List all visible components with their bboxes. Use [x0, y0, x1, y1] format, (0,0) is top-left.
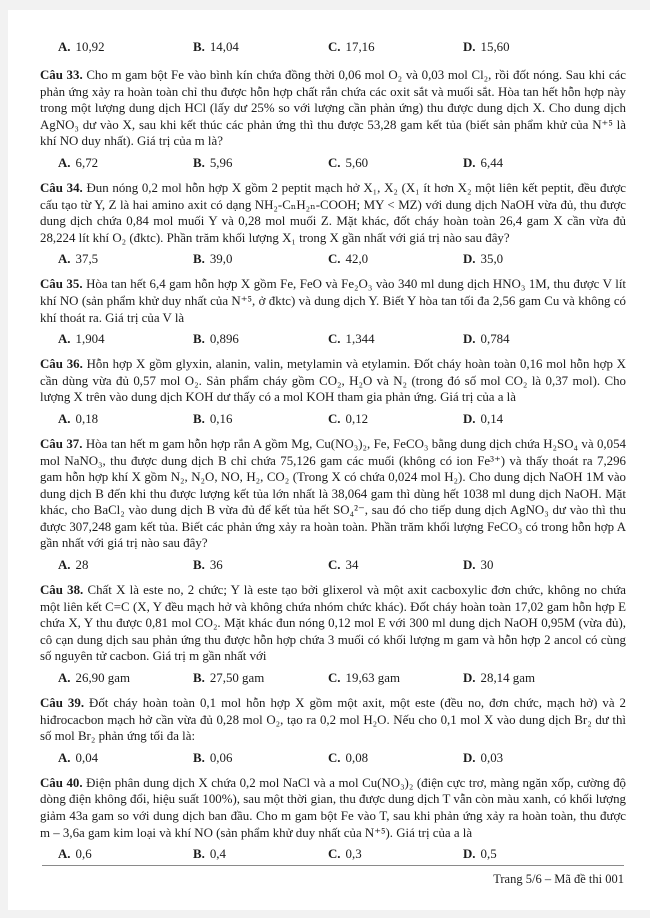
answer-row: [58, 750, 626, 766]
answer-option-a: [58, 331, 193, 347]
question-body: Hòa tan hết m gam hỗn hợp rắn A gồm Mg, Cu(NO₃)₂, Fe, FeCO₃ bằng dung dịch chứa H₂SO₄ và 0,054 mol NaNO₃, thu được dung dịch B chỉ chứa 75,126 gam các muối (không có ion Fe³⁺) và thấy thoát ra 7,296 gam hỗn hợp khí X gồm N₂, N₂O, NO, H₂, CO₂ (Trong X có chứa 0,024 mol H₂). Cho dung dịch NaOH 1M vào dung dịch B đến khi thu được lượng kết tủa lớn nhất là 38,064 gam thì dùng hết 1038 ml dung dịch NaOH. Mặt khác, cho BaCl₂ vào dung dịch B vừa đủ để kết tủa hết SO₄²⁻, sau đó cho tiếp dung dịch AgNO₃ dư vào thì thu được 307,248 gam kết tủa. Biết các phản ứng xảy ra hoàn toàn. Phần trăm khối lượng FeCO₃ có trong hỗn hợp A gần nhất với giá trị nào sau đây?: [40, 436, 626, 551]
answer-letter: A.: [58, 411, 71, 426]
answer-letter: B.: [193, 847, 205, 862]
question-label: Câu 38.: [40, 583, 84, 598]
question-38: [40, 582, 626, 686]
question-label: Câu 37.: [40, 436, 83, 451]
answer-value: 28: [75, 558, 89, 573]
answer-value: 34: [345, 558, 359, 573]
question-body: Cho m gam bột Fe vào bình kín chứa đồng thời 0,06 mol O₂ và 0,03 mol Cl₂, rồi đốt nóng. Sau khi các phản ứng xảy ra hoàn toàn chỉ thu được hỗn hợp chất rắn chứa các oxit sắt và muối sắt. Hòa tan hết hỗn hợp này trong một lượng dung dịch HCl (lấy dư 25% so với lượng cần phản ứng) thu được dung dịch X. Cho dung dịch AgNO₃ dư vào X, sau khi kết thúc các phản ứng thì thu được 53,28 gam kết tủa (biết sản phẩm khử của N⁺⁵ là khí NO duy nhất). Giá trị của m là?: [40, 68, 626, 149]
answer-value: 14,04: [209, 40, 239, 54]
answer-letter: B.: [193, 252, 205, 267]
answer-option-c: [328, 750, 463, 766]
question-36: [40, 356, 626, 427]
answer-value: 0,784: [480, 332, 510, 347]
answer-letter: B.: [193, 411, 205, 426]
answer-value: 0,896: [209, 332, 239, 347]
answer-option-d: [463, 846, 497, 862]
answer-letter: A.: [58, 847, 71, 862]
answer-letter: D.: [463, 847, 476, 862]
answer-value: 0,06: [209, 750, 233, 765]
answer-letter: D.: [463, 332, 476, 347]
answer-letter: C.: [328, 252, 341, 267]
answer-option-a: [58, 251, 193, 267]
answer-option-c: [328, 155, 463, 171]
question-text: [40, 180, 626, 246]
answer-option-a: [58, 670, 193, 686]
answer-row: [58, 846, 626, 862]
answer-value: 30: [480, 558, 494, 573]
answer-option-c: [328, 670, 463, 686]
answer-row: [58, 557, 626, 573]
answer-option-d: [463, 411, 503, 427]
answer-letter: A.: [58, 671, 71, 686]
answer-option-c: [328, 251, 463, 267]
answer-row: [58, 155, 626, 171]
answer-option-c: [328, 846, 463, 862]
answer-value: 5,96: [209, 155, 233, 170]
question-37: [40, 436, 626, 573]
question-body: Điện phân dung dịch X chứa 0,2 mol NaCl và a mol Cu(NO₃)₂ (điện cực trơ, màng ngăn xốp, cường độ dòng điện không đổi, hiệu suất 100%), sau một thời gian, thu được dung dịch T vẫn còn màu xanh, có khối lượng giảm 43a gam so với dung dịch ban đầu. Cho m gam bột Fe vào T, sau khi phản ứng xảy ra hoàn toàn, thu được m – 3,6a gam kim loại và khí NO (sản phẩm khử duy nhất của N⁺⁵). Giá trị của a là: [40, 775, 627, 840]
answer-row: [58, 411, 626, 427]
answer-value: 0,12: [345, 411, 369, 426]
answer-letter: B.: [193, 332, 205, 347]
answer-value: 10,92: [75, 40, 105, 54]
answer-letter: D.: [463, 252, 476, 267]
question-label: Câu 34.: [40, 180, 83, 195]
question-body: Chất X là este no, 2 chức; Y là este tạo bởi glixerol và một axit cacboxylic đơn chức, không no chứa một liên kết C=C (X, Y đều mạch hở và không chứa nhóm chức khác). Đốt cháy hoàn toàn 17,02 gam hỗn hợp E chứa X, Y thu được 0,81 mol CO₂. Mặt khác đun nóng 0,12 mol E với 300 ml dung dịch NaOH 0,95M (vừa đủ), cô cạn dung dịch sau phản ứng thu được hỗn hợp chứa 3 muối có khối lượng m gam và hỗn hợp 2 ancol có cùng số nguyên tử cacbon. Giá trị m gần nhất với: [40, 583, 626, 664]
question-body: Đốt cháy hoàn toàn 0,1 mol hỗn hợp X gồm một axit, một este (đều no, đơn chức, mạch hở) và 2 hiđrocacbon mạch hở cần vừa đủ 0,28 mol O₂, tạo ra 0,2 mol H₂O. Nếu cho 0,1 mol X vào dung dịch Br₂ dư thì số mol Br₂ phản ứng tối đa là:: [40, 696, 626, 744]
answer-letter: A.: [58, 40, 71, 54]
page-footer: Trang 5/6 – Mã đề thi 001: [493, 872, 624, 886]
answer-option-d: [463, 39, 510, 55]
answer-option-c: [328, 557, 463, 573]
answer-letter: C.: [328, 750, 341, 765]
answer-letter: A.: [58, 558, 71, 573]
answer-option-b: [193, 251, 328, 267]
question-33: [40, 67, 626, 171]
question-label: Câu 36.: [40, 357, 83, 372]
answer-option-d: [463, 155, 503, 171]
answer-letter: C.: [328, 558, 341, 573]
answer-value: 27,50 gam: [209, 671, 265, 686]
answer-option-c: [328, 39, 463, 55]
answer-value: 1,344: [345, 332, 375, 347]
answer-option-a: [58, 750, 193, 766]
answer-letter: B.: [193, 40, 205, 54]
answer-option-b: [193, 670, 328, 686]
question-text: [40, 436, 626, 552]
question-35: [40, 276, 626, 347]
answer-option-b: [193, 557, 328, 573]
question-label: Câu 33.: [40, 68, 83, 82]
answer-value: 0,3: [345, 847, 362, 862]
answer-row: [58, 251, 626, 267]
answer-value: 26,90 gam: [75, 671, 130, 686]
question-label: Câu 40.: [40, 775, 83, 790]
question-34: [40, 180, 626, 267]
question-39: [40, 695, 626, 766]
answer-option-b: [193, 39, 328, 55]
answer-letter: A.: [58, 155, 71, 170]
document-page: [8, 10, 650, 910]
answer-letter: C.: [328, 155, 341, 170]
answer-value: 0,03: [480, 750, 504, 765]
question-body: Hòa tan hết 6,4 gam hỗn hợp X gồm Fe, FeO và Fe₂O₃ vào 340 ml dung dịch HNO₃ 1M, thu được V lít khí NO (sản phẩm khử duy nhất của N⁺⁵, ở đktc) và dung dịch Y. Biết Y hòa tan tối đa 2,56 gam Cu và không có khí thoát ra. Giá trị của V là: [40, 277, 626, 325]
question-40: [40, 775, 626, 862]
answer-letter: A.: [58, 332, 71, 347]
answer-letter: C.: [328, 411, 341, 426]
answer-row: [58, 331, 626, 347]
answer-option-d: [463, 670, 535, 686]
answer-value: 0,6: [75, 847, 92, 862]
answer-value: 0,14: [480, 411, 504, 426]
answer-value: 6,44: [480, 155, 504, 170]
answer-letter: D.: [463, 750, 476, 765]
answer-value: 5,60: [345, 155, 369, 170]
question-text: [40, 356, 626, 406]
question-text: [40, 582, 626, 665]
footer-divider: [42, 865, 624, 866]
answer-value: 0,04: [75, 750, 99, 765]
answer-option-d: [463, 750, 503, 766]
question-text: [40, 67, 626, 150]
answer-letter: D.: [463, 411, 476, 426]
answer-letter: A.: [58, 252, 71, 267]
answer-value: 0,16: [209, 411, 233, 426]
answer-value: 42,0: [345, 252, 369, 267]
answer-value: 1,904: [75, 332, 105, 347]
page-content: [40, 36, 627, 862]
answer-letter: B.: [193, 155, 205, 170]
answer-value: 15,60: [480, 40, 510, 54]
answer-option-a: [58, 411, 193, 427]
answer-option-c: [328, 411, 463, 427]
question-text: [40, 775, 626, 841]
answer-option-a: [58, 846, 193, 862]
answer-value: 0,4: [209, 847, 226, 862]
question-body: Đun nóng 0,2 mol hỗn hợp X gồm 2 peptit mạch hở X₁, X₂ (X₁ ít hơn X₂ một liên kết peptit, đều được cấu tạo từ Y, Z là hai amino axit có dạng NH₂-CₙH₂ₙ-COOH; MY < MZ) với dung dịch NaOH vừa đủ, thu được dung dịch chứa 0,84 mol muối Y và 0,28 mol muối Z. Mặt khác, đốt cháy hoàn toàn 26,4 gam X cần vừa đủ 28,224 lít khí O₂ (đktc). Phần trăm khối lượng X₁ trong X gần nhất với giá trị nào sau đây?: [40, 180, 626, 245]
answer-letter: C.: [328, 671, 341, 686]
answer-letter: C.: [328, 40, 341, 54]
answer-letter: D.: [463, 558, 476, 573]
answer-option-a: [58, 39, 193, 55]
answer-value: 6,72: [75, 155, 99, 170]
answer-value: 19,63 gam: [345, 671, 400, 686]
answer-option-d: [463, 251, 503, 267]
answer-option-c: [328, 331, 463, 347]
answer-option-b: [193, 846, 328, 862]
answer-value: 37,5: [75, 252, 99, 267]
question-label: Câu 39.: [40, 696, 85, 711]
answer-letter: C.: [328, 332, 341, 347]
answer-value: 39,0: [209, 252, 233, 267]
answer-option-d: [463, 331, 510, 347]
question-body: Hỗn hợp X gồm glyxin, alanin, valin, metylamin và etylamin. Đốt cháy hoàn toàn 0,16 mol hỗn hợp X cần dùng vừa đủ 0,57 mol O₂. Sản phẩm cháy gồm CO₂, H₂O và N₂ (trong đó số mol CO₂ là 0,37 mol). Cho lượng X trên vào dung dịch KOH dư thấy có a mol KOH tham gia phản ứng. Giá trị của a là: [40, 357, 626, 405]
answer-value: 17,16: [345, 40, 375, 54]
answer-option-a: [58, 557, 193, 573]
answer-letter: A.: [58, 750, 71, 765]
answer-letter: B.: [193, 750, 205, 765]
answer-value: 0,18: [75, 411, 99, 426]
answer-row: [58, 670, 626, 686]
answer-value: 28,14 gam: [480, 671, 535, 686]
answer-option-b: [193, 411, 328, 427]
answer-value: 0,08: [345, 750, 369, 765]
answer-option-d: [463, 557, 493, 573]
previous-question-answer-row: [58, 39, 626, 55]
answer-option-a: [58, 155, 193, 171]
answer-value: 0,5: [480, 847, 497, 862]
question-label: Câu 35.: [40, 277, 83, 292]
answer-letter: B.: [193, 558, 205, 573]
answer-option-b: [193, 155, 328, 171]
answer-value: 35,0: [480, 252, 504, 267]
question-text: [40, 695, 626, 745]
answer-letter: D.: [463, 671, 476, 686]
answer-letter: D.: [463, 155, 476, 170]
answer-letter: D.: [463, 40, 476, 54]
answer-letter: C.: [328, 847, 341, 862]
question-text: [40, 276, 626, 326]
answer-option-b: [193, 331, 328, 347]
answer-option-b: [193, 750, 328, 766]
answer-letter: B.: [193, 671, 205, 686]
answer-value: 36: [209, 558, 223, 573]
